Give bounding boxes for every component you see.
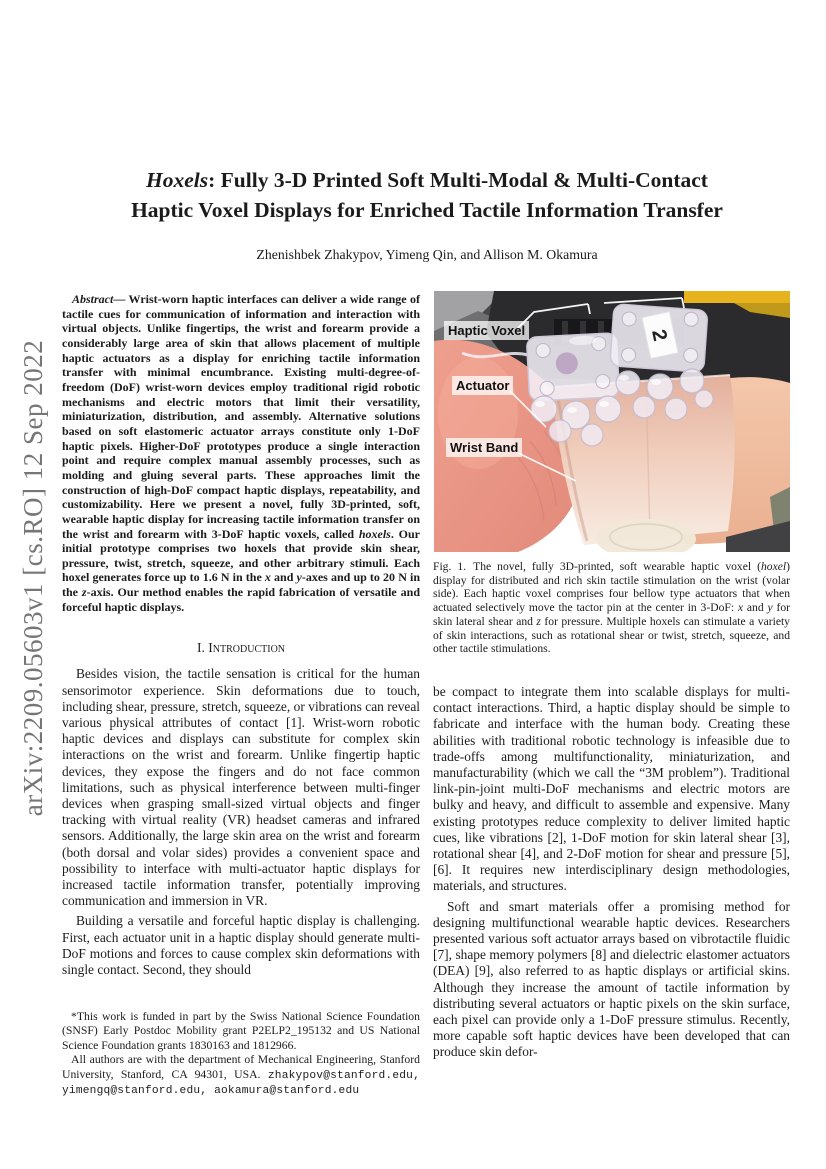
hoxel-left	[526, 333, 619, 402]
author-emails: zhakypov@stanford.edu, yimengq@stanford.edu, aokamura@stanford.edu	[62, 1069, 420, 1098]
figure1	[434, 291, 790, 552]
abstract-paragraph: Abstract— Wrist-worn haptic interfaces can deliver a wide range of tactile cues for communication of information and interaction with virtual objects. Unlike fingertips, the wrist and forearm provide a considerably large area of skin that allows placement of multiple haptic actuators as a display for enriching tactile information transfer with minimal encumbrance. Existing multi-degree-of-freedom (DoF) wrist-worn devices employ traditional rigid robotic mechanisms and electric motors that limit their versatility, miniaturization, distribution, and assembly. Alternative solutions based on soft elastomeric actuator arrays constitute only 1-DoF haptic pixels. Higher-DoF prototypes produce a single interaction point and require complex manual assembly processes, such as molding and gluing several parts. These approaches limit the construction of high-DoF compact haptic displays, repeatability, and customizability. Here we present a novel, fully 3D-printed, soft, wearable haptic display for increasing tactile information transfer on the wrist and forearm with 3-DoF haptic voxels, called hoxels. Our initial prototype comprises two hoxels that provide skin shear, pressure, twist, stretch, squeeze, and other arbitrary stimuli. Each hoxel generates force up to 1.6 N in the x and y-axes and up to 20 N in the z-axis. Our method enables the rapid fabrication of versatile and forceful haptic displays.	[62, 292, 420, 614]
arxiv-watermark: arXiv:2209.05603v1 [cs.RO] 12 Sep 2022	[18, 339, 48, 817]
figure1-caption: Fig. 1. The novel, fully 3D-printed, soft wearable haptic voxel (hoxel) display for distributed and rich skin tactile stimulation on the wrist (volar side). Each haptic voxel comprises four bellow type actuators that when actuated selectively move the tactor pin at the center in 3-DoF: x and y for skin lateral shear and z for pressure. Multiple hoxels can stimulate a variety of skin interactions, such as rotational shear or twist, stretch, squeeze, and other tactile stimulations.	[433, 560, 790, 656]
intro-paragraph-4: Soft and smart materials offer a promising method for designing multifunctional wearable haptic devices. Researchers presented various soft actuator arrays based on vibrotactile fluidic [7], shape memory polymers [8] and dielectric elastomer actuators (DEA) [9], also referred to as haptic displays or artificial skins. Although they increase the amount of tactile information by distributing several actuators or haptic pixels on the skin surface, each pixel can provide only a 1-DoF pressure stimulus. Recently, more capable soft haptic devices have been developed that can produce skin defor-	[433, 898, 790, 1060]
sticker-number: 2	[647, 327, 672, 344]
label-haptic-voxel: Haptic Voxel	[444, 321, 529, 340]
paper-title-line2: Haptic Voxel Displays for Enriched Tactile Information Transfer	[131, 197, 723, 222]
label-actuator: Actuator	[452, 376, 513, 395]
left-column	[62, 292, 420, 978]
intro-paragraph-2: Building a versatile and forceful haptic display is challenging. First, each actuator unit in a haptic display should generate multi-DoF motions and forces to cause complex skin deformations with single contact. Second, they should	[62, 913, 420, 978]
intro-paragraph-3: be compact to integrate them into scalable displays for multi-contact interactions. Third, a haptic display should be simple to fabricate and interface with the human body. Creating these abilities with traditional robotic technology is infeasible due to trade-offs among multifunctionality, miniaturization, and manufacturability (which we call the “3M problem”). Traditional link-pin-joint multi-DoF mechanisms and electric motors are bulky and heavy, and difficult to assemble and expensive. Many existing prototypes reduce complexity to deliver limited haptic cues, like vibrations [2], 1-DoF motion for skin lateral shear [3], rotational shear [4], and 2-DoF motion for shear and pressure [5], [6]. It requires new interdisciplinary design methodologies, materials, and structures.	[433, 684, 790, 894]
section-1-heading: I. Introduction	[196, 640, 286, 656]
label-wrist-band: Wrist Band	[446, 438, 522, 457]
authors-line: Zhenishbek Zhakypov, Yimeng Qin, and Allison M. Okamura	[256, 247, 598, 262]
hoxel-right	[610, 304, 708, 372]
paper-title	[62, 166, 792, 225]
abstract-heading: Abstract	[72, 292, 114, 306]
funding-note: *This work is funded in part by the Swiss National Science Foundation (SNSF) Early Postdoc Mobility grant P2ELP2_195132 and US National Science Foundation grants 1830163 and 1812966.	[62, 1010, 420, 1052]
caption-label: Fig. 1.	[433, 560, 467, 573]
paper-title-line1: Hoxels: Fully 3-D Printed Soft Multi-Modal & Multi-Contact	[146, 168, 708, 192]
affiliation-note: All authors are with the department of Mechanical Engineering, Stanford University, Stanford, CA 94301, USA. zhakypov@stanford.edu, yimengq@stanford.edu, aokamura@stanford.edu	[62, 1053, 420, 1098]
right-column	[433, 684, 790, 1061]
intro-paragraph-1: Besides vision, the tactile sensation is critical for the human sensorimotor experience. Skin deformations due to touch, including shear, pressure, stretch, squeeze, or vibrations can reveal various physical attributes of contact [1]. Wrist-worn robotic haptic devices and displays can substitute for complex skin interactions on the wrist and forearm. Unlike fingertip haptic devices, they expose the fingers and do not face common limitations, such as physical interference between multi-finger devices when grasping small-sized virtual objects and finger tracking with virtual reality (VR) headset cameras and infrared sensors. Additionally, the large skin area on the wrist and forearm (both dorsal and volar sides) provides a convenient space and possibility to interface with multi-actuator haptic displays for increased tactile information transfer, potentially improving communication and immersion in VR.	[62, 666, 420, 909]
footnote	[62, 1010, 420, 1098]
